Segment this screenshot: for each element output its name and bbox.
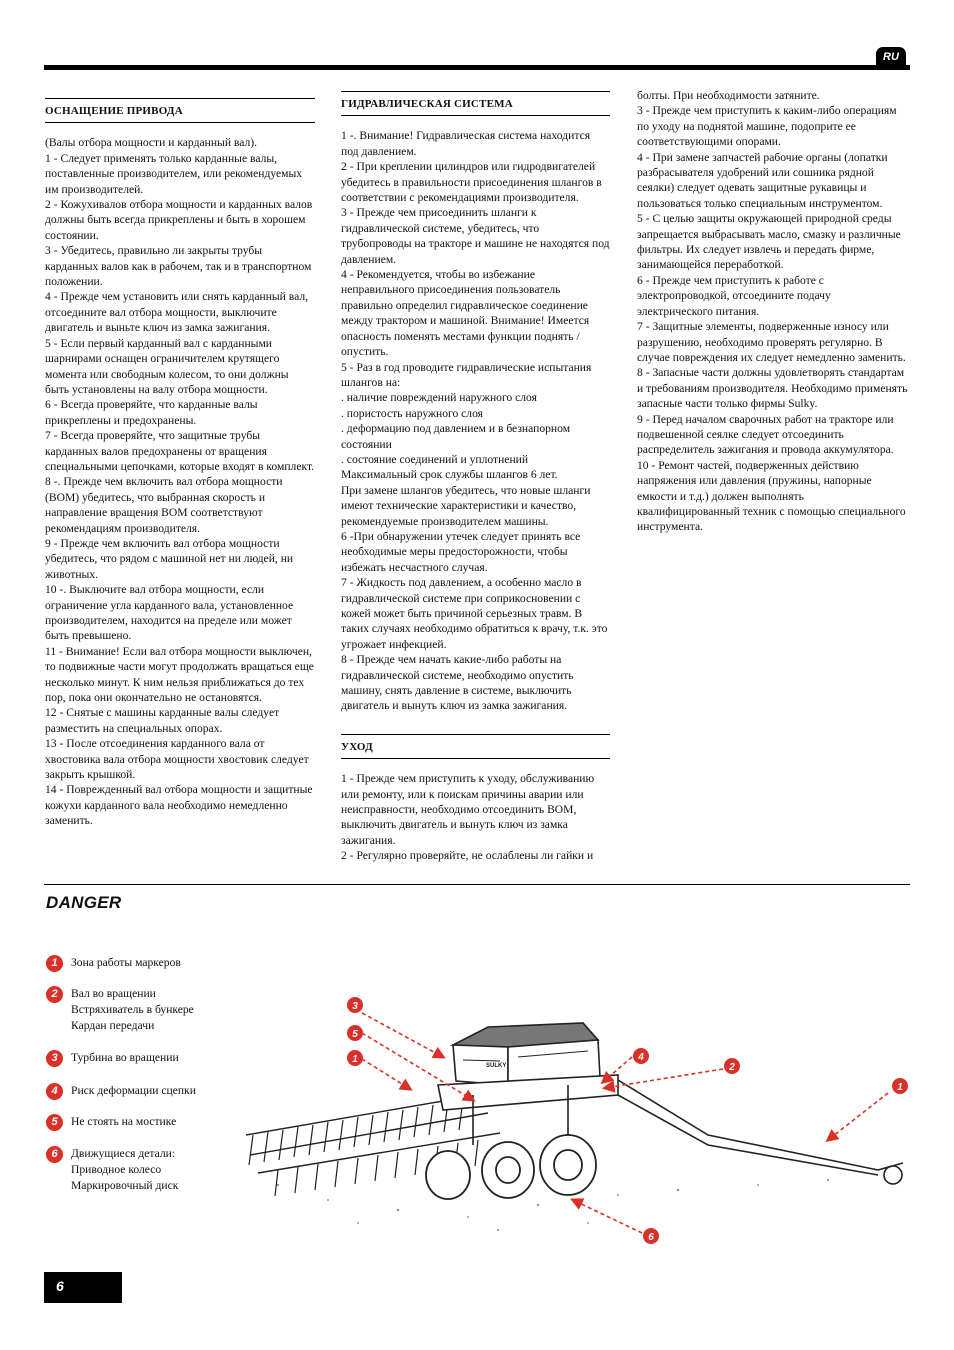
column-hydraulic [341, 91, 610, 864]
arrow-badge-2: 2 [729, 1062, 735, 1073]
legend-text: Кардан передачи [71, 1019, 155, 1032]
paragraph: 8 - Прежде чем начать какие-либо работы на гидравлической системе, необходимо опустить машину, снять давление в системе, выключить двигатель и вынуть ключ из замка зажигания. [341, 653, 574, 713]
legend-text: Риск деформации сцепки [71, 1084, 196, 1097]
paragraph: 2 - Регулярно проверяйте, не ослаблены ли гайки и [341, 849, 594, 863]
arrow-badge-1: 1 [352, 1054, 358, 1065]
section-title-drive: ОСНАЩЕНИЕ ПРИВОДА [45, 98, 315, 123]
paragraph: . пористость наружного слоя [341, 406, 483, 420]
paragraph: 3 - Убедитесь, правильно ли закрыты трубы карданных валов как в рабочем, так и в транспортном положении. [45, 244, 312, 289]
number-badge: 1 [46, 955, 63, 972]
paragraph: 13 - После отсоединения карданного вала от хвостовика вала отбора мощности хвостовик следует закрыть крышкой. [45, 737, 309, 782]
arrow-badge-1b: 1 [897, 1082, 903, 1093]
arrow-badge-3: 3 [352, 1001, 358, 1012]
legend-text: Приводное колесо [71, 1163, 162, 1176]
paragraph: 5 - Если первый карданный вал с карданными шарнирами оснащен ограничителем крутящего момента или свободным колесом, то они должны быть установлены на валу отбора мощности. [45, 336, 289, 396]
paragraph: 3 - Прежде чем приступить к каким-либо операциям по уходу на поднятой машине, подоприте ее соответствующими опорами. [637, 104, 897, 149]
maintenance-text [341, 771, 610, 863]
section-title-maintenance: УХОД [341, 734, 610, 759]
seed-drill-illustration-icon [238, 985, 918, 1245]
paragraph: 5 - Раз в год проводите гидравлические испытания шлангов на: [341, 360, 592, 389]
arrow-badge-4: 4 [638, 1052, 644, 1063]
section-divider [44, 884, 910, 885]
danger-legend-item [46, 1146, 266, 1194]
paragraph: 1 - Следует применять только карданные валы, поставленные производителем, или рекомендуемых им производителей. [45, 151, 303, 196]
danger-legend-item [46, 1050, 266, 1066]
number-badge: 2 [46, 986, 63, 1003]
paragraph: 7 - Всегда проверяйте, что защитные трубы карданных валов предохранены от вращения специальными цепочками, которые входят в комплект. [45, 429, 315, 473]
column-maintenance-continued [637, 88, 909, 535]
paragraph: 6 - Всегда проверяйте, что карданные валы прикреплены и предохранены. [45, 398, 258, 427]
arrow-badge-6: 6 [648, 1232, 654, 1243]
paragraph: 6 -При обнаружении утечек следует принять все необходимые меры предосторожности, чтобы избежать несчастного случая. [341, 529, 581, 574]
danger-title: DANGER [46, 893, 122, 912]
wheels [426, 1135, 596, 1199]
paragraph: 11 - Внимание! Если вал отбора мощности выключен, то подвижные части могут продолжать вращаться еще несколько минут. К ним нельзя приближаться до тех пор, пока они окончательно не остановятся. [45, 644, 314, 705]
language-badge: RU [876, 47, 906, 67]
paragraph: 1 - Прежде чем приступить к уходу, обслуживанию или ремонту, или к поискам причины аварии или неисправности, необходимо отсоединить BOM, выключить двигатель и вынуть ключ из замка зажигания. [341, 772, 595, 847]
paragraph: 10 - Ремонт частей, подверженных действию напряжения или давления (пружины, напорные емкости и т.д.) должен выполнять квалифицированный техник с помощью специального инструмента. [637, 458, 906, 534]
paragraph: 4 - Прежде чем установить или снять карданный вал, отсоедините вал отбора мощности, выключите двигатель и выньте ключ из замка зажигания. [45, 290, 309, 335]
paragraph: 4 - Рекомендуется, чтобы во избежание неправильного присоединения пользователь правильно определил гидравлическое соединение между трактором и машиной. Внимание! Имеется опасность поменять местами функции поднять / опустить. [341, 268, 590, 359]
legend-text: Не стоять на мостике [71, 1115, 177, 1128]
paragraph: 9 - Прежде чем включить вал отбора мощности убедитесь, что рядом с машиной нет ни людей, ни животных. [45, 536, 294, 581]
paragraph: 4 - При замене запчастей рабочие органы (лопатки разбрасывателя удобрений или сошника рядной сеялки) следует одевать защитные рукавицы и пользоваться только специальным инструментом. [637, 150, 888, 210]
paragraph: 7 - Защитные элементы, подверженные износу или разрушению, необходимо проверять регулярно. В случае повреждения их следует немедленно заменить. [637, 320, 906, 364]
paragraph: болты. При необходимости затяните. [637, 89, 820, 102]
paragraph: 12 - Снятые с машины карданные валы следует разместить на специальных опорах. [45, 706, 280, 735]
page-number: 6 [44, 1272, 122, 1303]
danger-legend-item [46, 986, 266, 1034]
drive-text [45, 135, 315, 828]
danger-legend-item [46, 955, 266, 971]
paragraph: Максимальный срок службы шлангов 6 лет. [341, 468, 558, 482]
paragraph: (Валы отбора мощности и карданный вал). [45, 136, 258, 150]
legend-text: Движущиеся детали: [71, 1147, 176, 1160]
legend-text: Встряхиватель в бункере [71, 1003, 194, 1016]
paragraph: 2 - Кожухивалов отбора мощности и карданных валов должны быть всегда прикреплены и быть в хорошем состоянии. [45, 198, 313, 242]
paragraph: 14 - Поврежденный вал отбора мощности и защитные кожухи карданного вала необходимо немедленно заменить. [45, 783, 313, 828]
hitch [878, 1163, 903, 1184]
number-badge: 5 [46, 1114, 63, 1131]
danger-legend-item [46, 1083, 266, 1099]
paragraph: 9 - Перед началом сварочных работ на тракторе или подвешенной сеялке следует отсоединить распределитель зажигания и провода аккумулятора. [637, 412, 894, 457]
legend-text: Маркировочный диск [71, 1179, 179, 1192]
paragraph: 5 - С целью защиты окружающей природной среды запрещается выбрасывать масло, смазку и различные фильтры. Их следует извлечь и передать фирме, занимающейся переработкой. [637, 212, 901, 272]
paragraph: 10 -. Выключите вал отбора мощности, если ограничение угла карданного вала, установленное производителем, находится на пределе или может быть превышено. [45, 583, 294, 643]
paragraph: 2 - При креплении цилиндров или гидродвигателей убедитесь в правильности присоединения шлангов в соответствии с рекомендациями производителя. [341, 160, 602, 205]
paragraph: . деформацию под давлением и в безнапорном состоянии [341, 422, 571, 451]
brand-label: SULKY [486, 1063, 507, 1069]
hopper [453, 1023, 600, 1085]
hydraulic-text [341, 128, 610, 713]
number-badge: 4 [46, 1083, 63, 1100]
paragraph: . наличие повреждений наружного слоя [341, 391, 537, 405]
legend-text: Зона работы маркеров [71, 956, 181, 969]
paragraph: . состояние соединений и уплотнений [341, 452, 529, 466]
top-rule [44, 65, 910, 70]
paragraph: 8 - Запасные части должны удовлетворять стандартам и требованиям производителя. Необходимо применять запасные части только фирмы Sulky. [637, 366, 908, 411]
paragraph: 7 - Жидкость под давлением, а особенно масло в гидравлической системе при соприкосновении с кожей может быть причиной серьезных травм. В таких случаях необходимо обратиться к врачу, т.к. это угрожает инфекцией. [341, 576, 608, 651]
legend-text: Турбина во вращении [71, 1051, 179, 1064]
number-badge: 3 [46, 1050, 63, 1067]
paragraph: 3 - Прежде чем присоединить шланги к гидравлической системе, убедитесь, что трубопроводы на тракторе и машине не находятся под давлением. [341, 206, 610, 266]
column-drive [45, 98, 315, 829]
number-badge: 6 [46, 1146, 63, 1163]
danger-legend-item [46, 1114, 266, 1130]
section-title-hydraulic: ГИДРАВЛИЧЕСКАЯ СИСТЕМА [341, 91, 610, 116]
paragraph: При замене шлангов убедитесь, что новые шланги имеют технические характеристики и качество, рекомендуемые производителем машины. [341, 483, 591, 528]
paragraph: 1 -. Внимание! Гидравлическая система находится под давлением. [341, 129, 591, 158]
paragraph: 8 -. Прежде чем включить вал отбора мощности (BOM) убедитесь, что выбранная скорость и направление вращения BOM соответствуют рекомендациям производителя. [45, 475, 283, 535]
paragraph: 6 - Прежде чем приступить к работе с электропроводкой, отсоедините подачу электрического питания. [637, 273, 831, 318]
legend-text: Вал во вращении [71, 987, 156, 1000]
arrow-badge-5: 5 [352, 1029, 358, 1040]
danger-arrows [362, 1013, 888, 1233]
